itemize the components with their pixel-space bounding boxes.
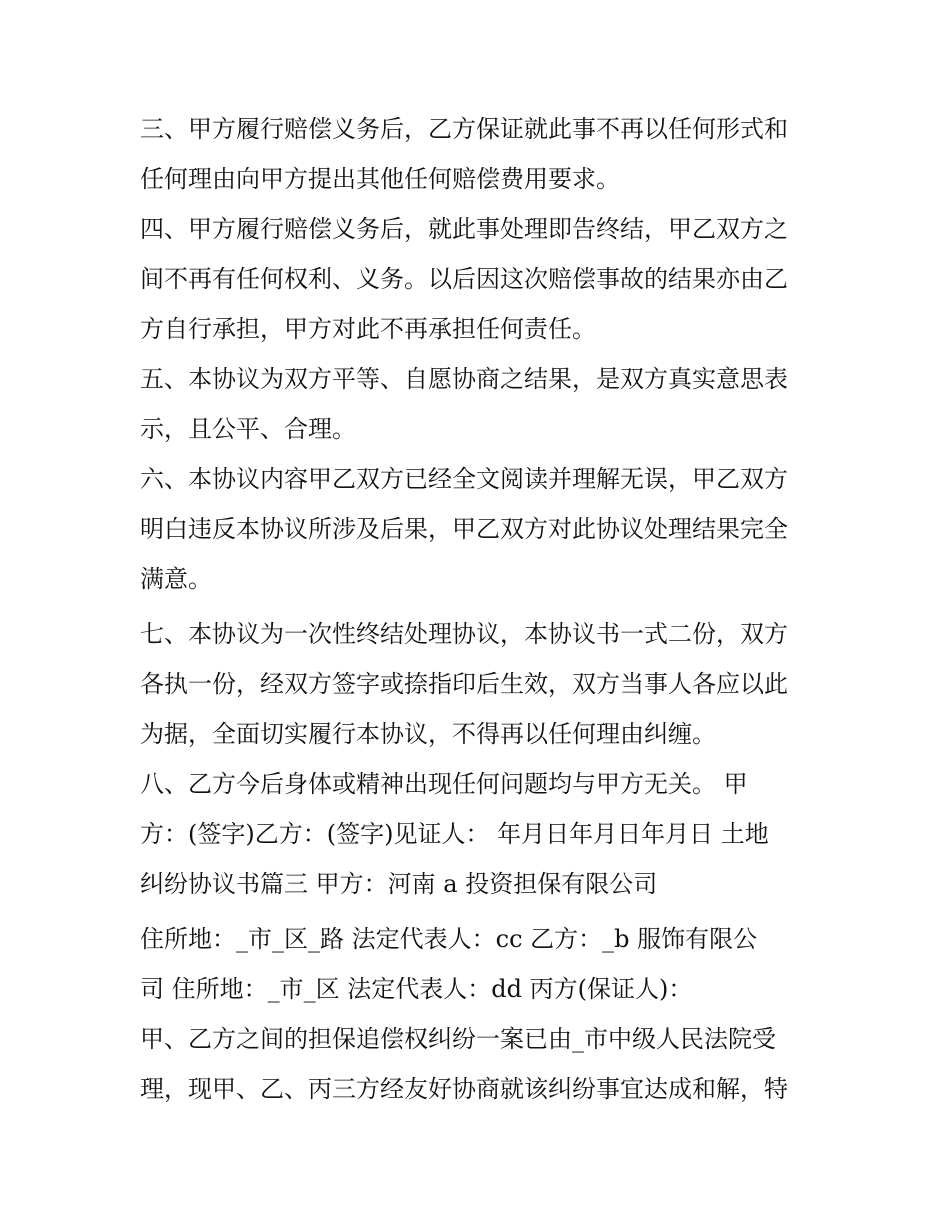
text-line: 四、甲方履行赔偿义务后，就此事处理即告终结，甲乙双方之 bbox=[140, 215, 788, 243]
text-line: 司 住所地：_市_区 法定代表人：dd 丙方(保证人)： bbox=[140, 975, 693, 1003]
text-line: 间不再有任何权利、义务。以后因这次赔偿事故的结果亦由乙 bbox=[140, 265, 788, 293]
text-line: 示，且公平、合理。 bbox=[140, 415, 356, 443]
text-line: 理，现甲、乙、丙三方经友好协商就该纠纷事宜达成和解，特 bbox=[140, 1075, 788, 1103]
text-line: 满意。 bbox=[140, 565, 212, 593]
text-line: 为据，全面切实履行本协议，不得再以任何理由纠缠。 bbox=[140, 720, 716, 748]
text-line: 明白违反本协议所涉及后果，甲乙双方对此协议处理结果完全 bbox=[140, 515, 788, 543]
text-line: 三、甲方履行赔偿义务后，乙方保证就此事不再以任何形式和 bbox=[140, 115, 788, 143]
text-line: 住所地：_市_区_路 法定代表人：cc 乙方：_b 服饰有限公 bbox=[140, 925, 758, 953]
text-line: 任何理由向甲方提出其他任何赔偿费用要求。 bbox=[140, 165, 620, 193]
text-line: 五、本协议为双方平等、自愿协商之结果，是双方真实意思表 bbox=[140, 365, 788, 393]
text-line: 七、本协议为一次性终结处理协议，本协议书一式二份，双方 bbox=[140, 620, 788, 648]
text-line: 方自行承担，甲方对此不再承担任何责任。 bbox=[140, 315, 596, 343]
text-line: 八、乙方今后身体或精神出现任何问题均与甲方无关。 甲 bbox=[140, 770, 748, 798]
text-line: 方：(签字)乙方：(签字)见证人： 年月日年月日年月日 土地 bbox=[140, 820, 769, 848]
text-line: 六、本协议内容甲乙双方已经全文阅读并理解无误，甲乙双方 bbox=[140, 465, 788, 493]
text-line: 甲、乙方之间的担保追偿权纠纷一案已由_市中级人民法院受 bbox=[140, 1025, 776, 1053]
text-line: 纠纷协议书篇三 甲方：河南 a 投资担保有限公司 bbox=[140, 870, 658, 898]
text-line: 各执一份，经双方签字或捺指印后生效，双方当事人各应以此 bbox=[140, 670, 788, 698]
